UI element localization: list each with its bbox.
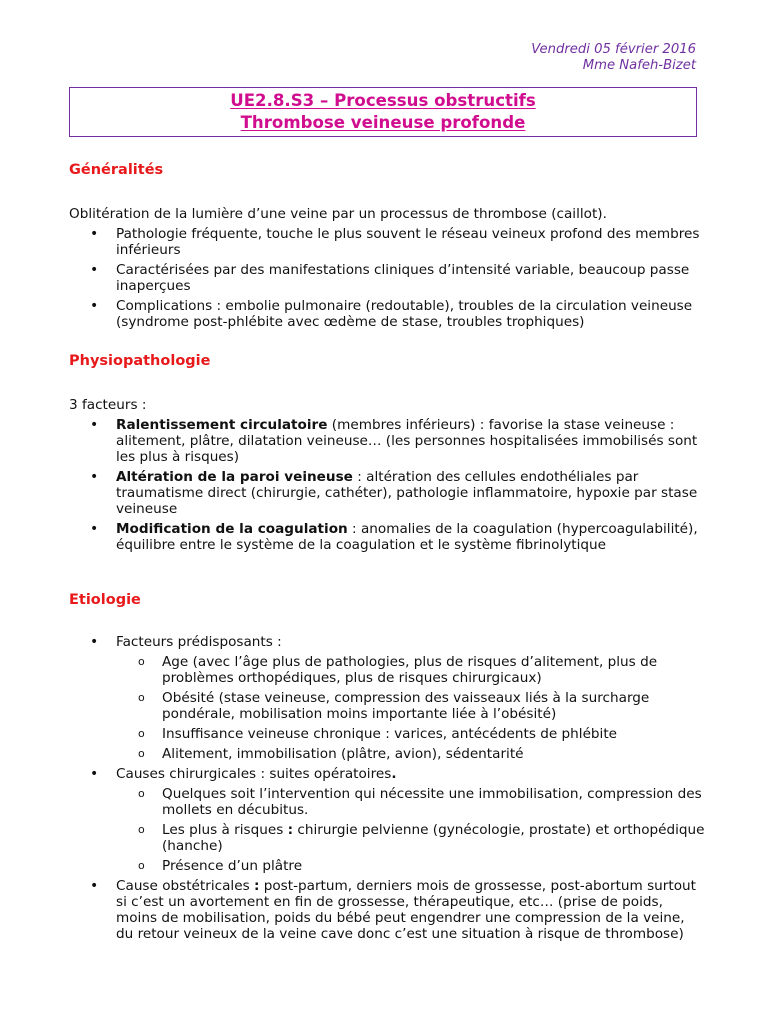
header-author: Mme Nafeh-Bizet — [582, 58, 696, 73]
sub2-text-a: Les plus à risques — [162, 822, 288, 838]
list-item: • Pathologie fréquente, touche le plus souvent le réseau veineux profond des membres inférieurs — [0, 226, 701, 258]
heading-etiologie: Etiologie — [69, 592, 141, 608]
item-text: : anomalies de la coagulation (hypercoagulabilité), équilibre entre le système de la coagulation et le système fibrinolytique — [116, 521, 698, 553]
physiopathologie-list — [0, 417, 740, 557]
list-item — [0, 521, 701, 553]
chirurgicales-label-end: . — [391, 766, 397, 782]
list-item: • Caractérisées par des manifestations cliniques d’intensité variable, beaucoup passe inaperçues — [0, 262, 701, 294]
facteurs-sublist — [116, 654, 701, 762]
list-item — [0, 766, 705, 874]
item-bold: Ralentissement circulatoire — [116, 417, 328, 433]
header-date: Vendredi 05 février 2016 — [531, 42, 696, 57]
sublist-item: o Quelques soit l’intervention qui nécessite une immobilisation, compression des mollets en décubitus. — [162, 786, 707, 818]
header-info — [531, 42, 696, 74]
physiopathologie-intro: 3 facteurs : — [69, 397, 147, 413]
etiologie-list — [0, 634, 740, 946]
item-text: : altération des cellules endothéliales par traumatisme direct (chirurgie, cathéter), pathologie inflammatoire, hypoxie par stase veineuse — [116, 469, 698, 517]
list-item — [0, 417, 701, 465]
title-line-2: Thrombose veineuse profonde — [240, 113, 526, 132]
sublist-item: o Age (avec l’âge plus de pathologies, plus de risques d’alitement, plus de problèmes orthopédiques, plus de risques chirurgicaux) — [162, 654, 707, 686]
sub2-colon: : — [287, 822, 294, 838]
list-item — [0, 469, 701, 517]
sublist-item: o Alitement, immobilisation (plâtre, avion), sédentarité — [162, 746, 707, 762]
list-item — [0, 878, 701, 942]
generalites-intro: Oblitération de la lumière d’une veine par un processus de thrombose (caillot). — [69, 206, 607, 222]
title-box — [69, 87, 697, 137]
chirurgicales-sublist — [116, 786, 705, 874]
heading-physiopathologie: Physiopathologie — [69, 353, 211, 369]
item-text: (membres inférieurs) : favorise la stase veineuse : alitement, plâtre, dilatation veineuse… (les personnes hospitalisées immobilisés sont les plus à risques) — [116, 417, 698, 465]
title-line-1: UE2.8.S3 – Processus obstructifs — [230, 91, 536, 110]
sublist-item: o Présence d’un plâtre — [162, 858, 707, 874]
generalites-list — [0, 226, 740, 334]
list-item: • Complications : embolie pulmonaire (redoutable), troubles de la circulation veineuse (syndrome post-phlébite avec œdème de stase, troubles trophiques) — [0, 298, 701, 330]
list-item — [0, 634, 701, 762]
sub2-text-c: chirurgie pelvienne (gynécologie, prostate) et orthopédique (hanche) — [162, 822, 705, 854]
sublist-item: o Insuffisance veineuse chronique : varices, antécédents de phlébite — [162, 726, 707, 742]
item-bold: Altération de la paroi veineuse — [116, 469, 353, 485]
obstetricales-c: post-partum, derniers mois de grossesse, post-abortum surtout si c’est un avortement en fin de grossesse, thérapeutique, etc… (prise de poids, moins de mobilisation, poids du bébé peut engendrer une compression de la veine, du retour veineux de la veine cave donc c’est une situation à risque de thrombose) — [116, 878, 696, 942]
sublist-item — [162, 822, 707, 854]
sublist-item: o Obésité (stase veineuse, compression des vaisseaux liés à la surcharge pondérale, mobilisation moins importante liée à l’obésité) — [162, 690, 707, 722]
obstetricales-a: Cause obstétricales — [116, 878, 254, 894]
facteurs-label: Facteurs prédisposants : — [116, 634, 282, 650]
item-bold: Modification de la coagulation — [116, 521, 348, 537]
heading-generalites: Généralités — [69, 162, 164, 178]
chirurgicales-label: Causes chirurgicales : suites opératoires — [116, 766, 392, 782]
obstetricales-colon: : — [253, 878, 260, 894]
